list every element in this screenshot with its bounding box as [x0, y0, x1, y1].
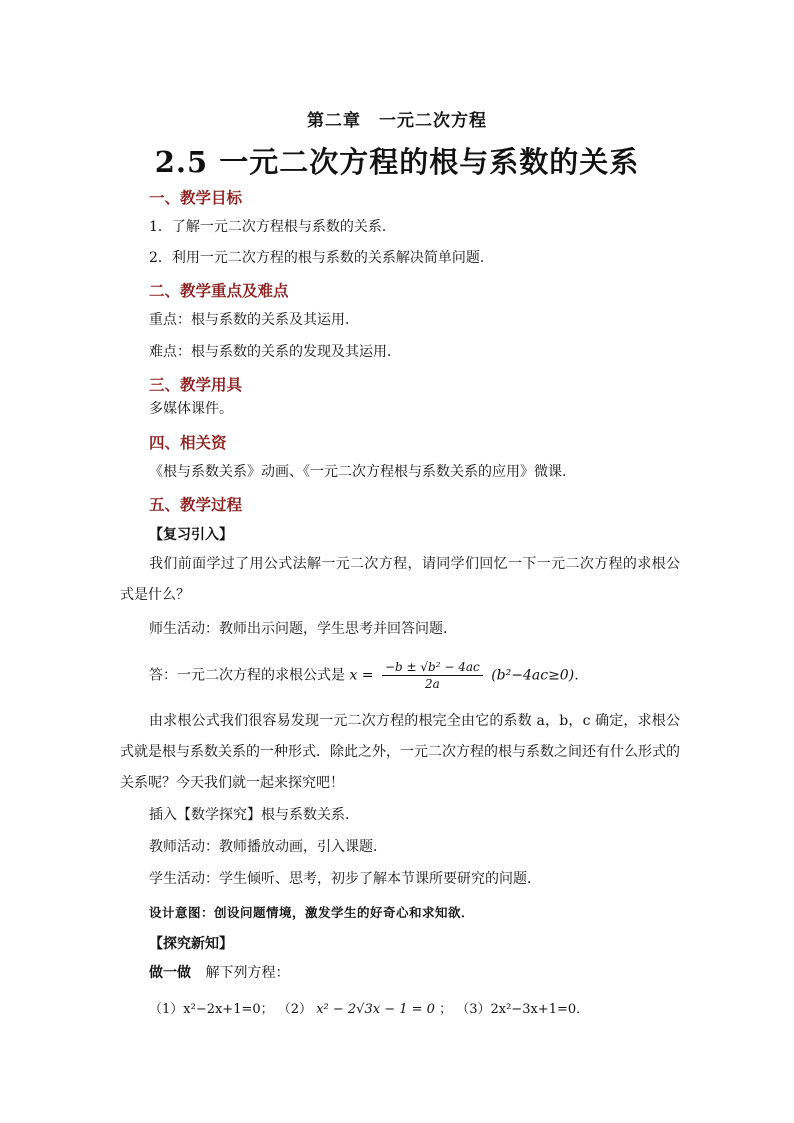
teacher-activity: 教师活动：教师播放动画，引入课题． [149, 839, 387, 855]
formula-numerator: −b ± √b² − 4ac [382, 660, 483, 676]
teacher-student-activity: 师生活动：教师出示问题，学生思考并回答问题． [149, 621, 457, 637]
explore-tag: 【探究新知】 [149, 936, 233, 952]
resources-item: 《根与系数关系》动画、《一元二次方程根与系数关系的应用》微课. [149, 464, 567, 480]
insert-inquiry: 插入【数学探究】根与系数关系． [149, 807, 359, 823]
section-heading-objectives: 一、教学目标 [149, 188, 243, 207]
objective-item-1: 1．了解一元二次方程根与系数的关系． [149, 219, 396, 235]
tools-item: 多媒体课件。 [149, 401, 233, 417]
objective-item-2: 2．利用一元二次方程的根与系数的关系解决简单问题． [149, 250, 494, 266]
formula-condition: (b²−4ac≥0)． [491, 667, 589, 684]
formula-fraction [382, 660, 483, 691]
equations-line [149, 1001, 589, 1019]
answer-prefix: 答：一元二次方程的求根公式是 [149, 667, 345, 684]
key-point-item: 重点：根与系数的关系及其运用． [149, 312, 359, 328]
equation-2-label: （2） [277, 1002, 313, 1017]
section-heading-resources: 四、相关资 [149, 433, 227, 452]
equation-2-end: ； [439, 1002, 453, 1017]
formula-lhs: x = [349, 667, 374, 684]
design-intent: 设计意图：创设问题情境，激发学生的好奇心和求知欲． [149, 905, 475, 920]
section-heading-key-points: 二、教学重点及难点 [149, 281, 289, 300]
review-paragraph: 我们前面学过了用公式法解一元二次方程，请同学们回忆一下一元二次方程的求根公式是什么？ [120, 556, 680, 603]
equation-3: （3）2x²−3x+1=0． [456, 1002, 590, 1017]
try-label: 做一做 [149, 965, 191, 981]
try-text: 解下列方程： [205, 965, 290, 981]
roots-paragraph: 由求根公式我们很容易发现一元二次方程的根完全由它的系数 a，b，c 确定，求根公式就是根与系数关系的一种形式．除此之外，一元二次方程的根与系数之间还有什么形式的关系呢？今天我们就一起来探究吧！ [120, 713, 680, 791]
formula-denominator: 2a [424, 677, 440, 691]
formula-line [149, 660, 588, 691]
student-activity: 学生活动：学生倾听、思考，初步了解本节课所要研究的问题． [149, 871, 541, 887]
try-line [149, 964, 289, 982]
equation-1: （1）x²−2x+1=0； [149, 1002, 274, 1017]
equation-2: x² − 2√3x − 1 = 0 [316, 1002, 435, 1017]
chapter-heading: 第二章 一元二次方程 [307, 111, 487, 131]
page-title: 2.5 一元二次方程的根与系数的关系 [154, 145, 640, 179]
difficult-point-item: 难点：根与系数的关系的发现及其运用． [149, 344, 401, 360]
section-heading-process: 五、教学过程 [149, 495, 243, 514]
review-tag: 【复习引入】 [149, 527, 233, 543]
section-heading-tools: 三、教学用具 [149, 375, 243, 394]
